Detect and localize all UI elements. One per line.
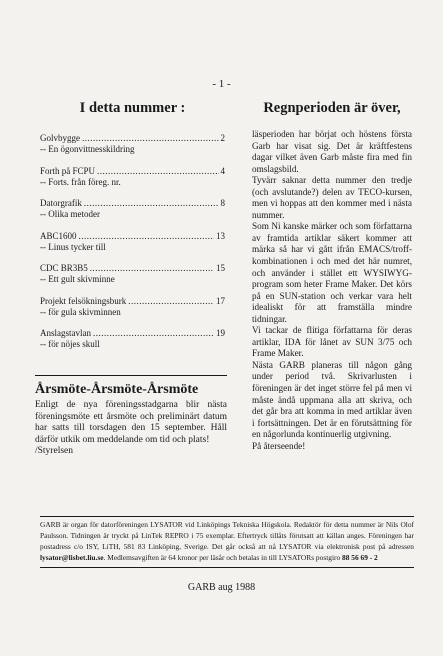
colophon-mid: . Medlemsavgiften är 64 kronor per läsår och betalas in till LYSATORs postgiro [103, 552, 341, 562]
toc-entry-title: Projekt felsökningsburk [40, 295, 127, 306]
article-paragraph: Vi tackar de flitiga författarna för deras artiklar, IDA för lånet av SUN 3/75 och Frame Maker. [252, 325, 412, 359]
toc-entry [40, 198, 225, 220]
toc-leader-dots [84, 198, 219, 209]
toc-leader-dots [82, 133, 219, 144]
toc-leader-dots [93, 328, 214, 339]
toc-leader-dots [128, 296, 214, 307]
colophon [40, 520, 414, 564]
toc-entry-line [40, 198, 225, 209]
colophon-email: lysator@lisbet.liu.se [40, 552, 104, 562]
toc-heading: I detta nummer : [79, 100, 186, 116]
toc-entry-line [40, 231, 225, 242]
toc-entry [40, 263, 225, 285]
toc-entry [40, 296, 225, 318]
toc-entry-page: 19 [216, 328, 225, 338]
toc-entry-line [40, 263, 225, 274]
toc-entry-title: Anslagstavlan [40, 328, 91, 338]
toc-leader-dots [79, 231, 214, 242]
announcement-box [35, 375, 227, 458]
colophon-main: GARB är organ för datorföreningen LYSATOR vid Linköpings Tekniska Högskola. Redaktör för detta nummer är Nils Olof Paulsson. Tidningen är tryckt på LinTek REPRO i 75 exemplar. Eftertryck tillåts förutsatt att källan anges. Föreningen har postadress c/o ISY, LiTH, 581 83 Linköping, Sverige. Det går också att nå LYSATOR via elektronisk post på adressen [40, 520, 414, 551]
toc-leader-dots [90, 263, 214, 274]
footer-divider-top [40, 516, 414, 517]
toc-entry-line [40, 166, 225, 177]
announcement-body [35, 400, 227, 458]
toc-entry-line [40, 296, 225, 307]
toc-entry-page: 4 [220, 165, 225, 176]
colophon-postgiro: 88 56 69 - 2 [342, 552, 378, 562]
toc-entry-page: 2 [220, 133, 225, 143]
issue-line: GARB aug 1988 [187, 582, 256, 593]
announcement-title: Årsmöte-Årsmöte-Årsmöte [35, 382, 199, 397]
announcement-signature: /Styrelsen [35, 446, 73, 457]
article-paragraph: Tyvärr saknar detta nummer den tredje (och avslutande?) delen av TECO-kursen, men vi hoppas att den kommer med i nästa nummer. [252, 175, 412, 220]
toc-entry-subtitle: -- Forts. från föreg. nr. [40, 176, 121, 187]
toc-entry-title: Golvbygge [40, 133, 80, 143]
toc-entry-title: Datorgrafik [40, 198, 82, 208]
article-paragraph: Som Ni kanske märker och som författarna av framtida artiklar säkert kommer att märka så har vi gått ifrån EMACS/troff-kombinationen i och med det här numret, och använder i stället ett WYSIWYG-program som heter Frame Maker. Det körs på en SUN-station och verkar vara helt idealiskt för att framställa mindre tidningar. [252, 221, 412, 324]
article-paragraph: Nästa GARB planeras till någon gång under period två. Skrivarlusten i föreningen är det inget större fel på men vi måste ändå uppmana alla att skriva, och det går bra att komma in med artiklar även i fortsättningen. Det är en förutsättning för en någorlunda kontinuerlig utgivning. [252, 359, 412, 440]
toc-entry-subtitle: -- En ögonvittnesskildring [40, 144, 135, 154]
toc-entry-title: Forth på FCPU [40, 165, 96, 176]
toc-leader-dots [97, 166, 218, 177]
article-body [252, 129, 412, 452]
toc-entry [40, 133, 225, 155]
article-paragraph: läsperioden har börjat och höstens första Garb har visat sig. Det är kräftfestens dagar vilket även Garb måste fira med fin omslagsbild. [252, 129, 412, 174]
toc-entry-title: CDC BR3B5 [40, 263, 88, 273]
editorial-column [252, 100, 412, 452]
page-number: - 1 - [212, 78, 231, 90]
toc-entry-page: 8 [220, 198, 225, 208]
announcement-text: Enligt de nya föreningsstadgarna blir nästa föreningsmöte ett årsmöte och preliminärt datum har satts till torsdagen den 15 september. Håll därför utkik om meddelande om tid och plats! [35, 400, 227, 445]
toc-entry-subtitle: -- Linus tycker till [40, 241, 106, 252]
toc-entry-page: 13 [216, 230, 225, 241]
toc-entry [40, 231, 225, 253]
toc-list [40, 133, 225, 350]
toc-entry-subtitle: -- Olika metoder [40, 209, 100, 219]
toc-entry-subtitle: -- Ett gult skivminne [40, 274, 115, 284]
toc-entry-line [40, 133, 225, 144]
footer-divider-bottom [40, 567, 414, 568]
toc-entry-line [40, 328, 225, 339]
toc-entry-page: 15 [216, 263, 225, 273]
article-heading: Regnperioden är över, [263, 100, 401, 116]
toc-entry [40, 328, 225, 350]
toc-entry-subtitle: -- för gula skivminnen [40, 306, 121, 317]
article-paragraph: På återseende! [252, 440, 306, 451]
toc-entry-title: ABC1600 [40, 230, 77, 241]
toc-entry-subtitle: -- för nöjes skull [40, 339, 100, 349]
toc-entry-page: 17 [216, 295, 225, 306]
table-of-contents [40, 100, 225, 361]
toc-entry [40, 166, 225, 188]
